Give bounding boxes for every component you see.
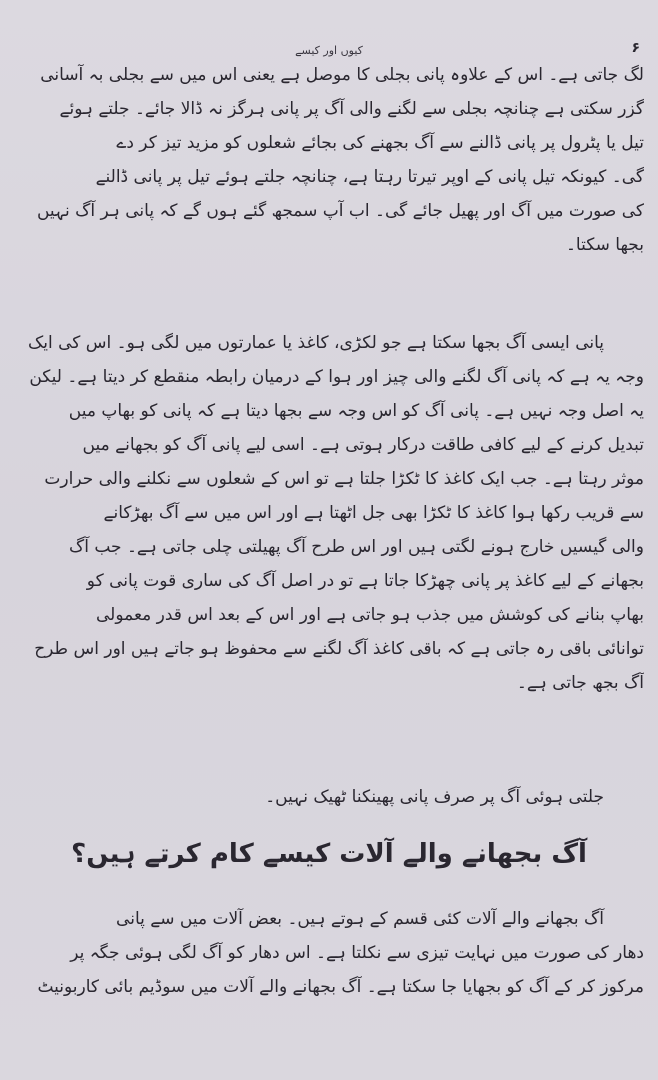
paragraph-4 [12,902,644,1004]
paragraph-1 [12,58,644,262]
text-line: والی گیسیں خارج ہونے لگتی ہیں اور اس طرح آگ پھیلتی چلی جاتی ہے۔ جب آگ [69,537,644,557]
text-line: مرکوز کر کے آگ کو بجھایا جا سکتا ہے۔ آگ بجھانے والے آلات میں سوڈیم بائی کاربونیٹ [37,977,644,997]
paragraph-2 [12,326,644,700]
text-line: تیل یا پٹرول پر پانی ڈالنے سے آگ بجھنے کی بجائے شعلوں کو مزید تیز کر دے [116,133,644,153]
text-line: وجہ یہ ہے کہ پانی آگ لگنے والی چیز اور ہوا کے درمیان رابطہ منقطع کر دیتا ہے۔ لیکن [29,367,644,387]
paragraph-3 [12,780,644,814]
text-line: دھار کی صورت میں نہایت تیزی سے نکلتا ہے۔ اس دھار کو آگ لگی ہوئی جگہ پر [70,943,644,963]
text-line: کی صورت میں آگ اور پھیل جائے گی۔ اب آپ سمجھ گئے ہوں گے کہ پانی ہر آگ نہیں [36,201,644,221]
text-line: گزر سکتی ہے چنانچہ بجلی سے لگنے والی آگ پر پانی ہرگز نہ ڈالا جائے۔ جلتے ہوئے [59,99,644,119]
text-line: لگ جاتی ہے۔ اس کے علاوہ پانی بجلی کا موصل ہے یعنی اس میں سے بجلی بہ آسانی [40,65,644,85]
text-line: یہ اصل وجہ نہیں ہے۔ پانی آگ کو اس وجہ سے بجھا دیتا ہے کہ پانی کو بھاپ میں [68,401,644,421]
running-header: کیوں اور کیسے [295,44,363,57]
text-line: تبدیل کرنے کے لیے کافی طاقت درکار ہوتی ہے۔ اسی لیے پانی آگ کو بجھانے میں [82,435,644,455]
page-number: ۶ [631,40,640,56]
text-line: بجھا سکتا۔ [565,235,644,255]
section-heading: آگ بجھانے والے آلات کیسے کام کرتے ہیں؟ [71,839,587,869]
text-line: بجھانے کے لیے کاغذ پر پانی چھڑکا جاتا ہے تو در اصل آگ کی ساری قوت پانی کو [86,571,644,591]
text-line: توانائی باقی رہ جاتی ہے کہ باقی کاغذ آگ لگنے سے محفوظ ہو جاتے ہیں اور اس طرح [34,639,644,659]
text-line: بھاپ بنانے کی کوشش میں جذب ہو جاتی ہے اور اس کے بعد اس قدر معمولی [96,605,644,625]
text-line: گی۔ کیونکہ تیل پانی کے اوپر تیرتا رہتا ہے، چنانچہ جلتے ہوئے تیل پر پانی ڈالنے [95,167,644,187]
text-line: جلتی ہوئی آگ پر صرف پانی پھینکنا ٹھیک نہیں۔ [265,787,604,807]
text-line: موثر رہتا ہے۔ جب ایک کاغذ کا ٹکڑا جلتا ہے تو اس کے شعلوں سے نکلنے والی حرارت [44,469,644,489]
text-line: آگ بجھانے والے آلات کئی قسم کے ہوتے ہیں۔ بعض آلات میں سے پانی [116,909,604,929]
text-line: سے قریب رکھا ہوا کاغذ کا ٹکڑا بھی جل اٹھتا ہے اور اس میں سے آگ بھڑکانے [103,503,644,523]
text-line: آگ بجھ جاتی ہے۔ [516,673,644,693]
text-line: پانی ایسی آگ بجھا سکتا ہے جو لکڑی، کاغذ یا عمارتوں میں لگی ہو۔ اس کی ایک [28,333,604,353]
